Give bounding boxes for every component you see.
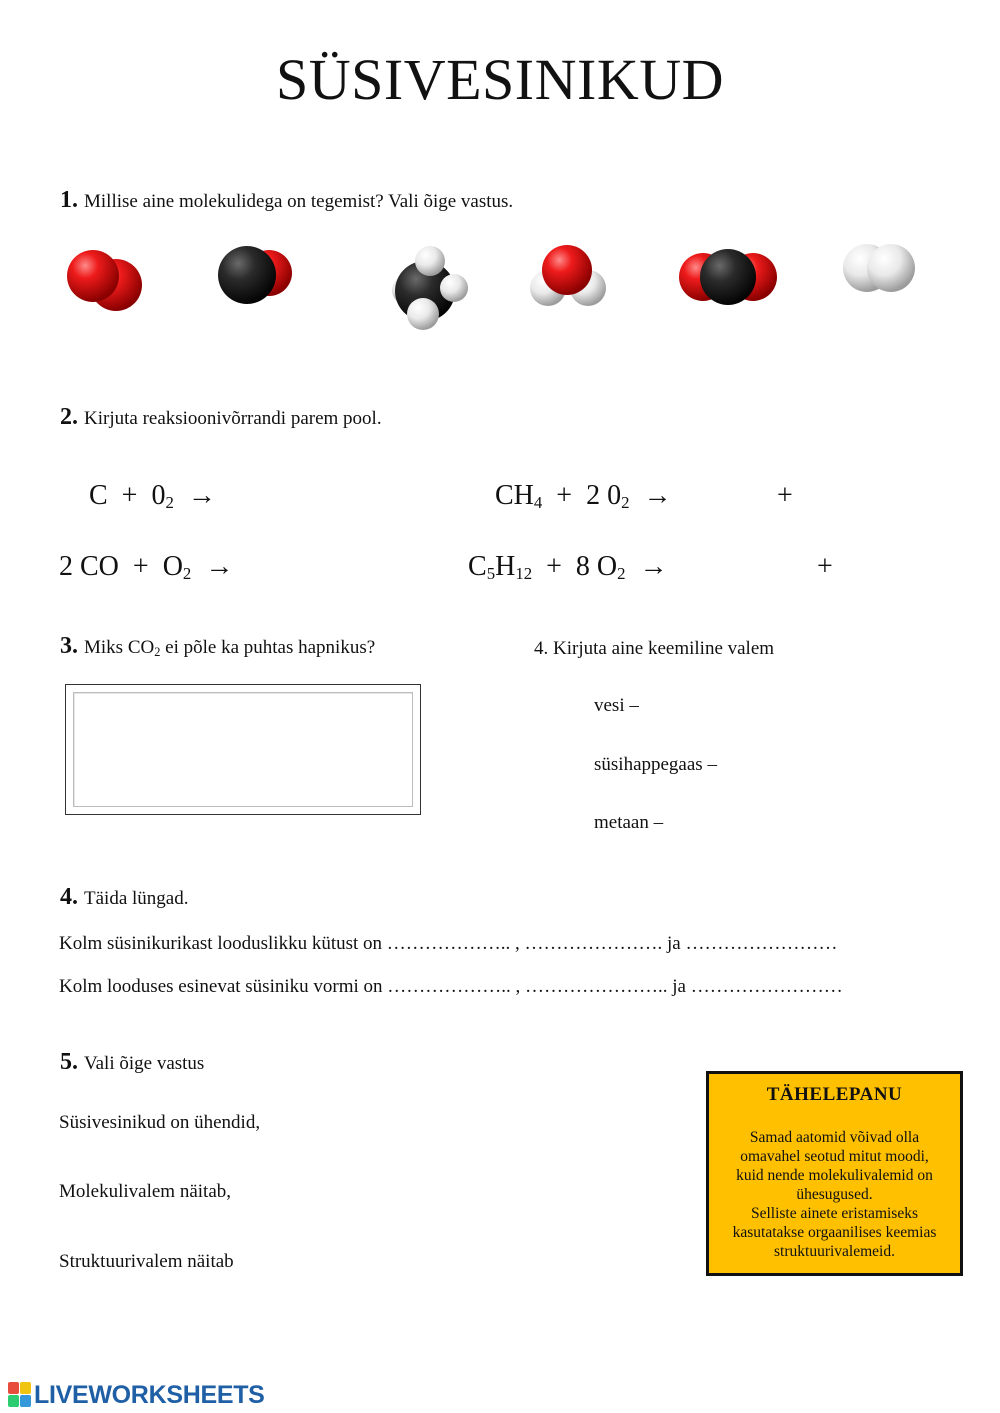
notice-box <box>706 1071 963 1276</box>
notice-title: TÄHELEPANU <box>766 1084 903 1105</box>
water-molecule[interactable] <box>526 240 612 314</box>
question-number: 2. <box>60 404 78 430</box>
equation-2: $CH_4 + 2$ $0_2$ → <box>495 480 672 513</box>
answer-text-box[interactable] <box>65 684 421 815</box>
equation-4: $C_5H_{12} + 8$ $O_2$ → <box>468 551 668 584</box>
answer-text-area[interactable] <box>73 692 413 807</box>
question-text: Täida lüngad. <box>84 888 189 909</box>
question-number: 5. <box>60 1049 78 1075</box>
question-4-fill <box>60 884 188 911</box>
fill-line-fuels[interactable]: Kolm süsinikurikast looduslikku kütust on ……………….. , …………………. ja …………………… <box>59 933 838 954</box>
liveworksheets-logo-icon <box>8 1382 32 1408</box>
question-2 <box>60 404 382 431</box>
carbon-dioxide-molecule[interactable] <box>676 241 780 313</box>
question-text: Kirjuta reaksioonivõrrandi parem pool. <box>84 408 382 429</box>
page-title: SÜSIVESINIKUD <box>276 47 724 112</box>
hydrogen-molecule[interactable] <box>842 238 922 300</box>
question-number: 1. <box>60 187 78 213</box>
fill-line-carbon-forms[interactable]: Kolm looduses esinevat süsiniku vormi on ……………….. , ………………….. ja …………………… <box>59 976 843 997</box>
question-number: 4. <box>60 884 78 910</box>
question-text: Vali õige vastus <box>84 1053 205 1074</box>
question-text: Millise aine molekulidega on tegemist? Vali õige vastus. <box>84 191 514 212</box>
formula-item-carbon-dioxide: süsihappegaas – <box>594 754 717 775</box>
choice-statement-structural-formula: Struktuurivalem näitab <box>59 1251 234 1272</box>
equation-3: 2 CO + $O_2$ → <box>59 551 234 584</box>
formula-item-methane: metaan – <box>594 812 664 833</box>
choice-statement-molecular-formula: Molekulivalem näitab, <box>59 1181 232 1202</box>
methane-molecule[interactable] <box>380 244 470 334</box>
equation-2-plus: + <box>777 480 793 511</box>
choice-statement-hydrocarbons: Süsivesinikud on ühendid, <box>59 1112 261 1133</box>
oxygen-molecule[interactable] <box>62 245 146 317</box>
equation-1: $C + 0_2$ → <box>89 480 216 513</box>
question-4-formulas-header: 4. Kirjuta aine keemiline valem <box>534 638 775 659</box>
equation-4-plus: + <box>817 551 833 582</box>
carbon-monoxide-molecule[interactable] <box>214 242 298 308</box>
question-number: 3. <box>60 633 78 659</box>
question-5 <box>60 1049 204 1076</box>
notice-text: Samad aatomid võivad olla omavahel seotud mitut moodi, kuid nende molekulivalemid on ühesugused. Selliste ainete eristamiseks kasutatakse orgaanilises keemias struktuurivalemeid. <box>732 1129 937 1260</box>
question-3: 3. Miks $CO_2$ ei põle ka puhtas hapnikus? <box>60 633 376 660</box>
brand-name: LIVEWORKSHEETS <box>34 1381 265 1409</box>
question-1 <box>60 187 513 214</box>
formula-item-water: vesi – <box>594 695 639 716</box>
